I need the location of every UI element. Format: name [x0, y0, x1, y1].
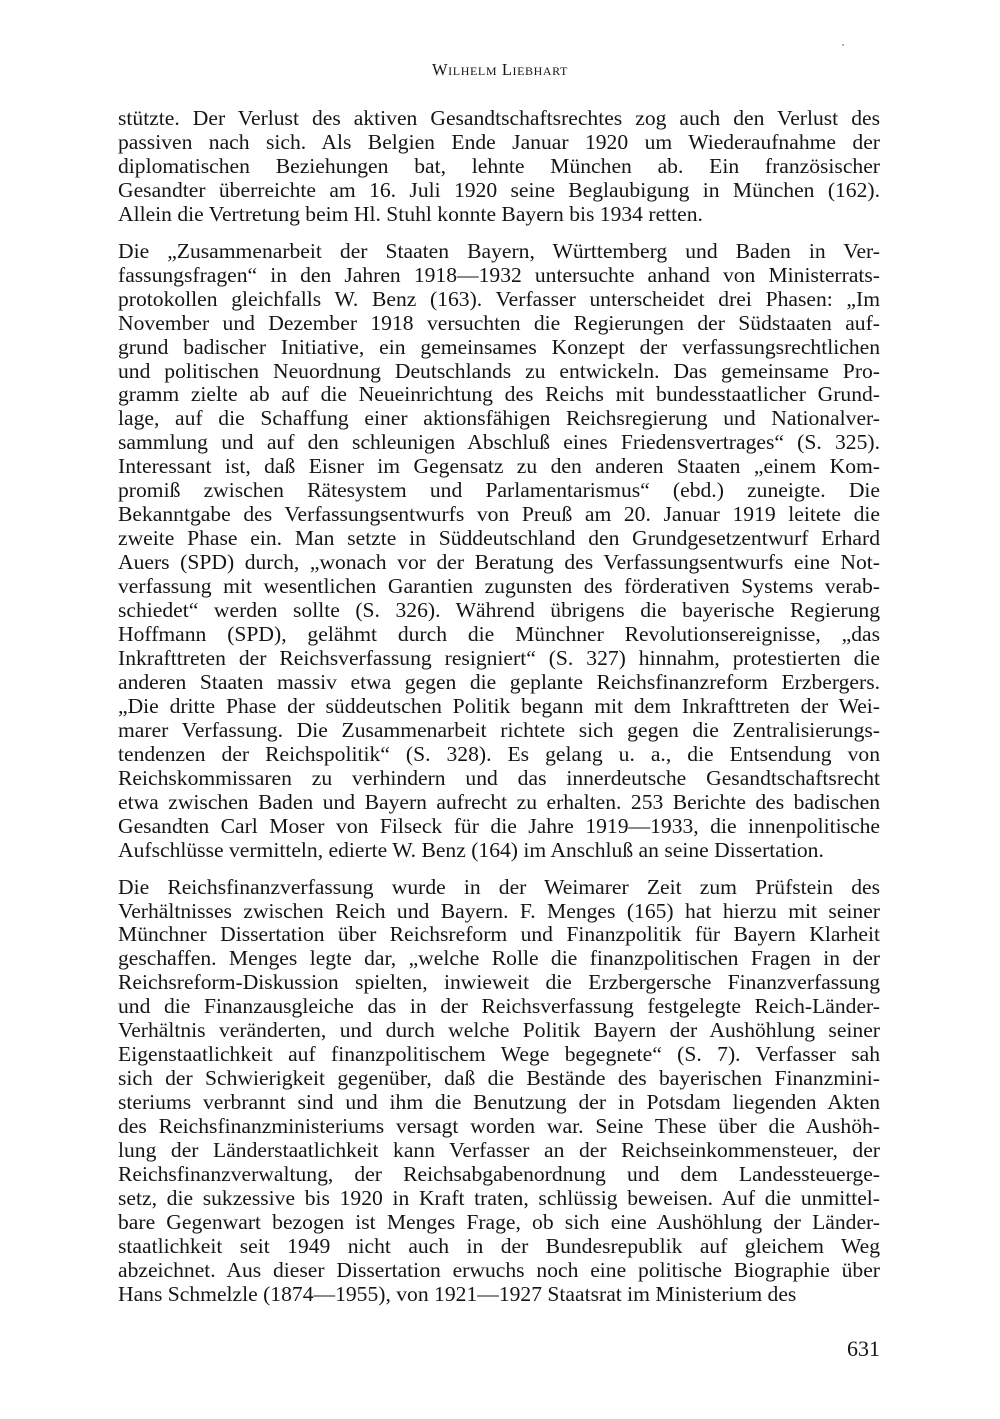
text-line: schiedet“ werden sollte (S. 326). Während übrigens die bayerische Regierung — [118, 598, 880, 623]
text-line: Aufschlüsse vermitteln, edierte W. Benz (164) im Anschluß an seine Dissertation. — [118, 837, 824, 862]
scan-speck — [842, 44, 844, 46]
text-line: Reichsfinanzverwaltung, der Reichsabgabenordnung und dem Landessteuerge- — [118, 1161, 880, 1186]
text-line: des Reichsfinanzministeriums versagt worden war. Seine These über die Aushöh- — [118, 1114, 880, 1139]
text-line: steriums verbrannt sind und ihm die Benutzung der in Potsdam liegenden Akten — [118, 1090, 880, 1115]
text-line: sammlung und auf den schleunigen Abschluß eines Friedensvertrages“ (S. 325). — [118, 430, 880, 455]
text-line: verfassung mit wesentlichen Garantien zugunsten des förderativen Systems verab- — [118, 574, 880, 599]
text-line: Hoffmann (SPD), gelähmt durch die Münchner Revolutionsereignisse, „das — [118, 622, 880, 647]
text-line: etwa zwischen Baden und Bayern aufrecht zu erhalten. 253 Berichte des badischen — [118, 789, 880, 814]
text-line: Gesandten Carl Moser von Filseck für die Jahre 1919—1933, die innenpolitische — [118, 813, 880, 838]
text-line: sich der Schwierigkeit gegenüber, daß die Bestände des bayerischen Finanzmini- — [118, 1066, 880, 1091]
text-line: tendenzen der Reichspolitik“ (S. 328). Es gelang u. a., die Entsendung von — [118, 741, 880, 766]
text-line: Münchner Dissertation über Reichsreform und Finanzpolitik für Bayern Klarheit — [118, 922, 880, 947]
text-line: diplomatischen Beziehungen bat, lehnte München ab. Ein französischer — [118, 153, 880, 178]
text-line: Verhältnis veränderten, und durch welche Politik Bayern der Aushöhlung seiner — [118, 1018, 880, 1043]
text-line: lage, auf die Schaffung einer aktionsfähigen Reichsregierung und Nationalver- — [118, 406, 880, 431]
text-line: Inkrafttreten der Reichsverfassung resigniert“ (S. 327) hinnahm, protestierten die — [118, 645, 880, 670]
text-line: promiß zwischen Rätesystem und Parlamentarismus“ (ebd.) zuneigte. Die — [118, 478, 880, 503]
paragraph-3 — [118, 876, 880, 1307]
text-line: passiven nach sich. Als Belgien Ende Januar 1920 um Wiederaufnahme der — [118, 129, 880, 154]
text-line: Reichskommissaren zu verhindern und das innerdeutsche Gesandtschaftsrecht — [118, 765, 880, 790]
text-line: November und Dezember 1918 versuchten die Regierungen der Südstaaten auf- — [118, 310, 880, 335]
text-line: geschaffen. Menges legte dar, „welche Rolle die finanzpolitischen Fragen in der — [118, 946, 880, 971]
running-head: Wilhelm Liebhart — [432, 60, 568, 79]
paragraph-1 — [118, 107, 880, 227]
text-line: lung der Länderstaatlichkeit kann Verfasser an der Reichseinkommensteuer, der — [118, 1138, 880, 1163]
text-line: bare Gegenwart bezogen ist Menges Frage, ob sich eine Aushöhlung der Länder- — [118, 1209, 880, 1234]
paragraph-2 — [118, 240, 880, 863]
text-line: Verhältnisses zwischen Reich und Bayern. F. Menges (165) hat hierzu mit seiner — [118, 898, 880, 923]
text-line: Auers (SPD) durch, „wonach vor der Beratung des Verfassungsentwurfs eine Not- — [118, 550, 880, 575]
text-line: abzeichnet. Aus dieser Dissertation erwuchs noch eine politische Biographie über — [118, 1257, 880, 1282]
text-line: Die Reichsfinanzverfassung wurde in der Weimarer Zeit zum Prüfstein des — [118, 874, 880, 899]
text-line: „Die dritte Phase der süddeutschen Politik begann mit dem Inkrafttreten der Wei- — [118, 693, 880, 718]
text-line: gramm zielte ab auf die Neueinrichtung des Reichs mit bundesstaatlicher Grund- — [118, 382, 880, 407]
text-line: grund badischer Initiative, ein gemeinsames Konzept der verfassungsrechtlichen — [118, 334, 880, 359]
text-line: Hans Schmelzle (1874—1955), von 1921—1927 Staatsrat im Ministerium des — [118, 1281, 797, 1306]
body-text — [118, 107, 880, 1307]
text-line: Eigenstaatlichkeit auf finanzpolitischem Wege begegnete“ (S. 7). Verfasser sah — [118, 1042, 880, 1067]
text-line: Reichsreform-Diskussion spielten, inwieweit die Erzbergersche Finanzverfassung — [118, 970, 880, 995]
text-line: und die Finanzausgleiche das in der Reichsverfassung festgelegte Reich-Länder- — [118, 994, 880, 1019]
text-line: und politischen Neuordnung Deutschlands zu entwickeln. Das gemeinsame Pro- — [118, 358, 880, 383]
text-line: Interessant ist, daß Eisner im Gegensatz zu den anderen Staaten „einem Kom- — [118, 454, 880, 479]
text-line: anderen Staaten massiv etwa gegen die geplante Reichsfinanzreform Erzbergers. — [118, 669, 880, 694]
text-line: staatlichkeit seit 1949 nicht auch in der Bundesrepublik auf gleichem Weg — [118, 1233, 880, 1258]
text-line: setz, die sukzessive bis 1920 in Kraft traten, schlüssig beweisen. Auf die unmittel- — [118, 1185, 880, 1210]
text-line: Gesandter überreichte am 16. Juli 1920 seine Beglaubigung in München (162). — [118, 177, 880, 202]
text-line: Die „Zusammenarbeit der Staaten Bayern, Württemberg und Baden in Ver- — [118, 238, 880, 263]
page-number: 631 — [847, 1336, 880, 1361]
text-line: stützte. Der Verlust des aktiven Gesandtschaftsrechtes zog auch den Verlust des — [118, 106, 880, 130]
text-line: Allein die Vertretung beim Hl. Stuhl konnte Bayern bis 1934 retten. — [118, 201, 703, 226]
text-line: protokollen gleichfalls W. Benz (163). Verfasser unterscheidet drei Phasen: „Im — [118, 286, 880, 311]
text-line: Bekanntgabe des Verfassungsentwurfs von Preuß am 20. Januar 1919 leitete die — [118, 502, 880, 527]
text-line: zweite Phase ein. Man setzte in Süddeutschland den Grundgesetzentwurf Erhard — [118, 526, 880, 551]
text-line: marer Verfassung. Die Zusammenarbeit richtete sich gegen die Zentralisierungs- — [118, 717, 880, 742]
text-line: fassungsfragen“ in den Jahren 1918—1932 untersuchte anhand von Ministerrats- — [118, 262, 880, 287]
